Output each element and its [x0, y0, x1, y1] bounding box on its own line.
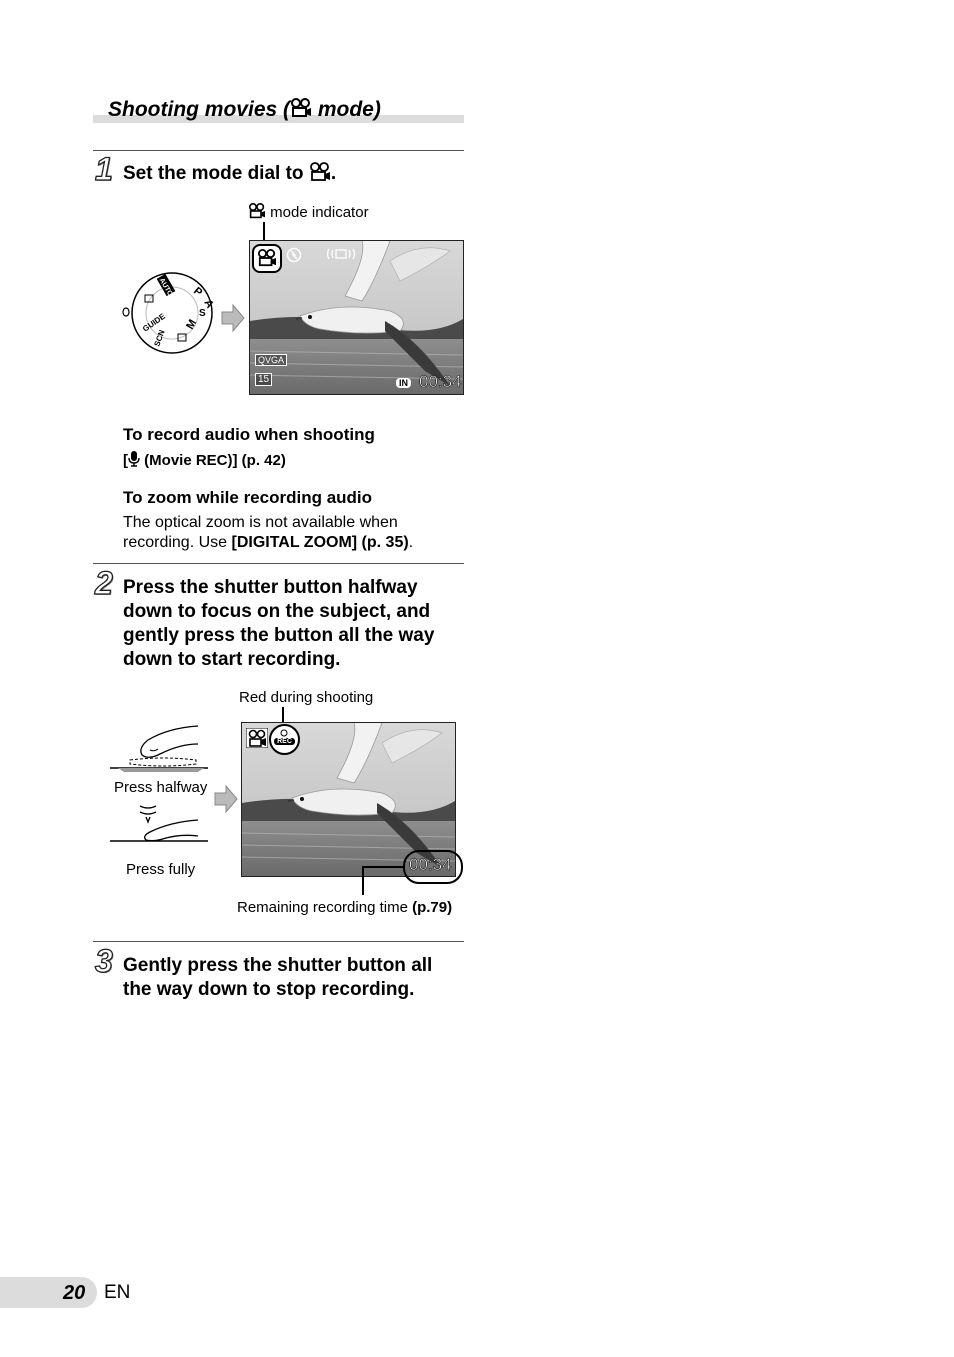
zoom-body: [123, 513, 463, 553]
remaining-time-label: [237, 899, 452, 916]
step2-text: Press the shutter button halfway down to focus on the subject, and gently press the button all the way down to start recording.: [123, 577, 435, 670]
zoom-body-text: The optical zoom is not available when recording. Use: [123, 514, 398, 551]
microphone-icon: [128, 451, 140, 467]
step1-text-main: Set the mode dial to: [123, 163, 304, 184]
step3-text: Gently press the shutter button all the way down to stop recording.: [123, 955, 433, 1000]
step1-number: 1: [95, 151, 113, 187]
dial-label-guide: GUIDE: [140, 311, 167, 334]
quality-badge: QVGA: [255, 354, 287, 366]
movie-mode-icon: [246, 728, 268, 748]
mode-indicator-text: mode indicator: [270, 204, 369, 221]
press-fully-illustration: [108, 804, 218, 852]
mode-indicator-highlight: [252, 244, 282, 273]
dial-label-s: S: [199, 308, 206, 319]
step3-number: 3: [95, 943, 113, 979]
step2-number: 2: [95, 565, 113, 601]
audio-heading: To record audio when shooting: [123, 425, 375, 444]
movie-mode-icon: [248, 203, 266, 219]
section-title-suffix: mode): [312, 98, 381, 121]
remaining-time-readout-1: 00:34: [419, 372, 462, 391]
remaining-time-ref: (p.79): [412, 899, 453, 916]
section-title: [108, 98, 381, 122]
language-code: EN: [104, 1282, 131, 1303]
step1-rule: [93, 150, 464, 151]
dial-label-scn: SCN: [152, 328, 167, 348]
audio-ref-open: [: [123, 452, 128, 469]
rec-indicator-highlight: [269, 724, 300, 755]
red-during-shooting-label: Red during shooting: [239, 689, 374, 706]
section-title-prefix: Shooting movies (: [108, 98, 291, 121]
frame-rate-badge: 15: [255, 373, 272, 386]
press-fully-label: Press fully: [126, 861, 196, 878]
press-halfway-label: Press halfway: [114, 779, 208, 796]
lcd-screen-1: [249, 240, 464, 395]
arrow-right-icon: [213, 784, 239, 814]
zoom-heading: To zoom while recording audio: [123, 488, 373, 507]
remaining-time-text: Remaining recording time: [237, 899, 413, 916]
dial-label-auto: AUTO: [157, 277, 174, 298]
movie-mode-icon: [257, 249, 277, 267]
page-number: 20: [63, 1282, 86, 1304]
step2-rule: [93, 563, 464, 564]
mode-indicator-label: [248, 203, 369, 221]
indicator-leader-line: [263, 222, 265, 242]
audio-ref-text: (Movie REC)] (p. 42): [140, 452, 286, 469]
press-halfway-illustration: [108, 722, 218, 774]
step1-text: [123, 162, 463, 186]
dial-label-a: A: [201, 297, 216, 311]
movie-mode-icon: [309, 162, 331, 182]
rec-dot-icon: [279, 729, 289, 737]
remaining-time-readout-2: 00:34: [409, 855, 452, 874]
image-stabilizer-icon: [326, 247, 356, 261]
remaining-leader-horizontal: [362, 866, 404, 868]
zoom-body-end: .: [408, 534, 414, 551]
dial-label-m: M: [184, 317, 200, 332]
mode-dial: [118, 270, 218, 358]
flash-off-icon: [286, 247, 302, 263]
step3-rule: [93, 941, 464, 942]
dial-label-p: P: [191, 285, 205, 300]
movie-camera-icon: [290, 98, 312, 118]
step1-text-suffix: .: [330, 163, 337, 184]
audio-reference: [123, 451, 286, 469]
rec-badge: REC: [274, 738, 295, 745]
arrow-right-icon: [220, 303, 246, 333]
zoom-body-ref: [DIGITAL ZOOM] (p. 35): [231, 534, 409, 551]
internal-memory-badge: IN: [396, 378, 411, 388]
remaining-leader-vertical: [362, 866, 364, 895]
